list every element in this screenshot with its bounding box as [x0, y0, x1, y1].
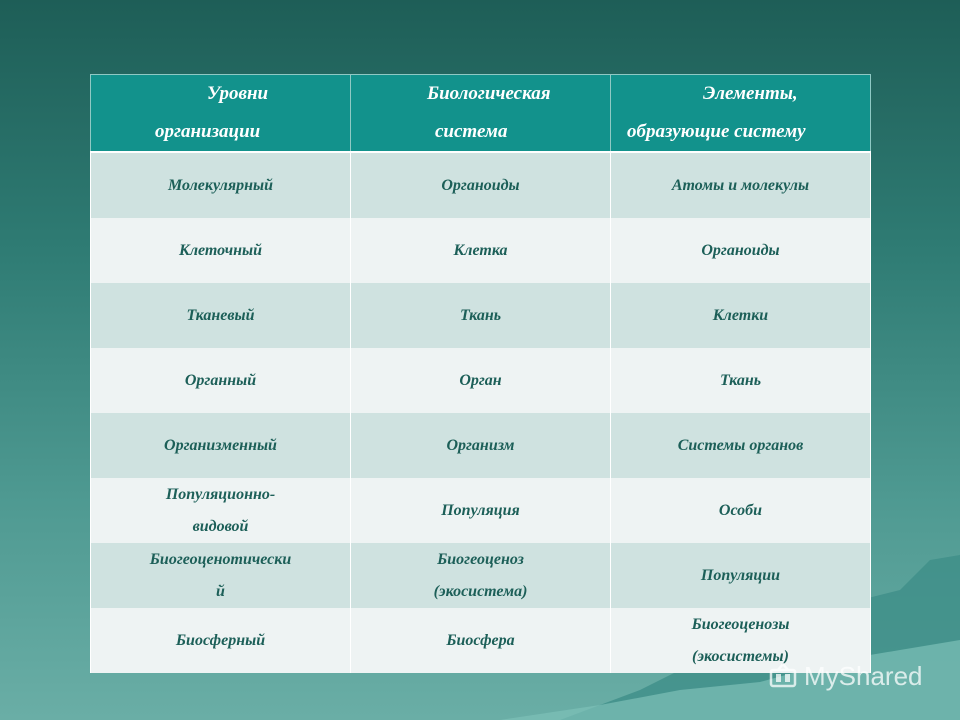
cell-text-line: Клетка [453, 241, 508, 259]
cell-text-line: видовой [192, 517, 249, 535]
table-cell-system [351, 218, 611, 283]
cell-text-line: Биосфера [446, 631, 515, 649]
cell-text-line: Популяция [441, 501, 520, 519]
cell-text-line: Биогеоценозы [691, 615, 790, 633]
cell-text-line: Системы органов [677, 436, 804, 454]
table-row [91, 543, 871, 608]
table-cell-elements [611, 543, 871, 608]
table-cell-elements [611, 348, 871, 413]
table-cell-level [91, 413, 351, 478]
table-cell-system [351, 608, 611, 673]
cell-text-line: Атомы и молекулы [671, 176, 810, 194]
table-cell-elements [611, 218, 871, 283]
table-row [91, 413, 871, 478]
header-system-line1: Биологическая [427, 83, 551, 104]
cell-text-line: Биогеоценоз [437, 550, 524, 568]
myshared-watermark [768, 656, 923, 696]
cell-text-line: Тканевый [186, 306, 255, 324]
table-cell-level [91, 543, 351, 608]
cell-text-line: Молекулярный [167, 176, 274, 194]
table-cell-system [351, 348, 611, 413]
table-row [91, 608, 871, 673]
table-cell-elements [611, 478, 871, 543]
watermark-text: MyShared [804, 660, 923, 691]
cell-text-line: Орган [459, 371, 502, 389]
table-cell-system [351, 413, 611, 478]
cell-text-line: Биосферный [175, 631, 266, 649]
cell-text-line: (экосистема) [433, 582, 528, 600]
biology-levels-table [90, 74, 870, 674]
cell-text-line: Клетки [712, 306, 769, 324]
table-cell-elements [611, 413, 871, 478]
table-cell-level [91, 608, 351, 673]
cell-text-line: Организменный [164, 436, 277, 454]
table-cell-system [351, 478, 611, 543]
table-cell-level [91, 283, 351, 348]
cell-text-line: Ткань [459, 306, 502, 324]
table-cell-system [351, 152, 611, 218]
cell-text-line: й [216, 582, 225, 600]
cell-text-line: Особи [718, 501, 763, 519]
cell-text-line: Популяции [700, 566, 781, 584]
header-system [351, 75, 611, 153]
header-levels [91, 75, 351, 153]
cell-text-line: Ткань [719, 371, 762, 389]
cell-text-line: Органоиды [441, 176, 520, 194]
header-elements-line2: образующие систему [627, 121, 806, 142]
table-row [91, 348, 871, 413]
table-row [91, 478, 871, 543]
table-cell-elements [611, 283, 871, 348]
table-cell-system [351, 543, 611, 608]
cell-text-line: Популяционно- [165, 485, 276, 503]
header-elements-line1: Элементы, [703, 83, 798, 104]
table-cell-system [351, 283, 611, 348]
table-cell-level [91, 478, 351, 543]
table-row [91, 152, 871, 218]
header-levels-line1: Уровни [207, 83, 269, 104]
cell-text-line: Биогеоценотически [149, 550, 292, 568]
table-cell-level [91, 218, 351, 283]
cell-text-line: Организм [446, 436, 515, 454]
table-cell-level [91, 152, 351, 218]
table-header-row [91, 75, 871, 153]
header-elements [611, 75, 871, 153]
table-cell-elements [611, 152, 871, 218]
cell-text-line: Клеточный [178, 241, 263, 259]
myshared-logo-icon [768, 661, 798, 691]
cell-text-line: (экосистемы) [692, 647, 789, 665]
header-system-line2: система [435, 121, 508, 142]
table-row [91, 218, 871, 283]
cell-text-line: Органоиды [701, 241, 780, 259]
cell-text-line: Органный [184, 371, 257, 389]
table-cell-level [91, 348, 351, 413]
table-row [91, 283, 871, 348]
header-levels-line2: организации [155, 121, 261, 142]
